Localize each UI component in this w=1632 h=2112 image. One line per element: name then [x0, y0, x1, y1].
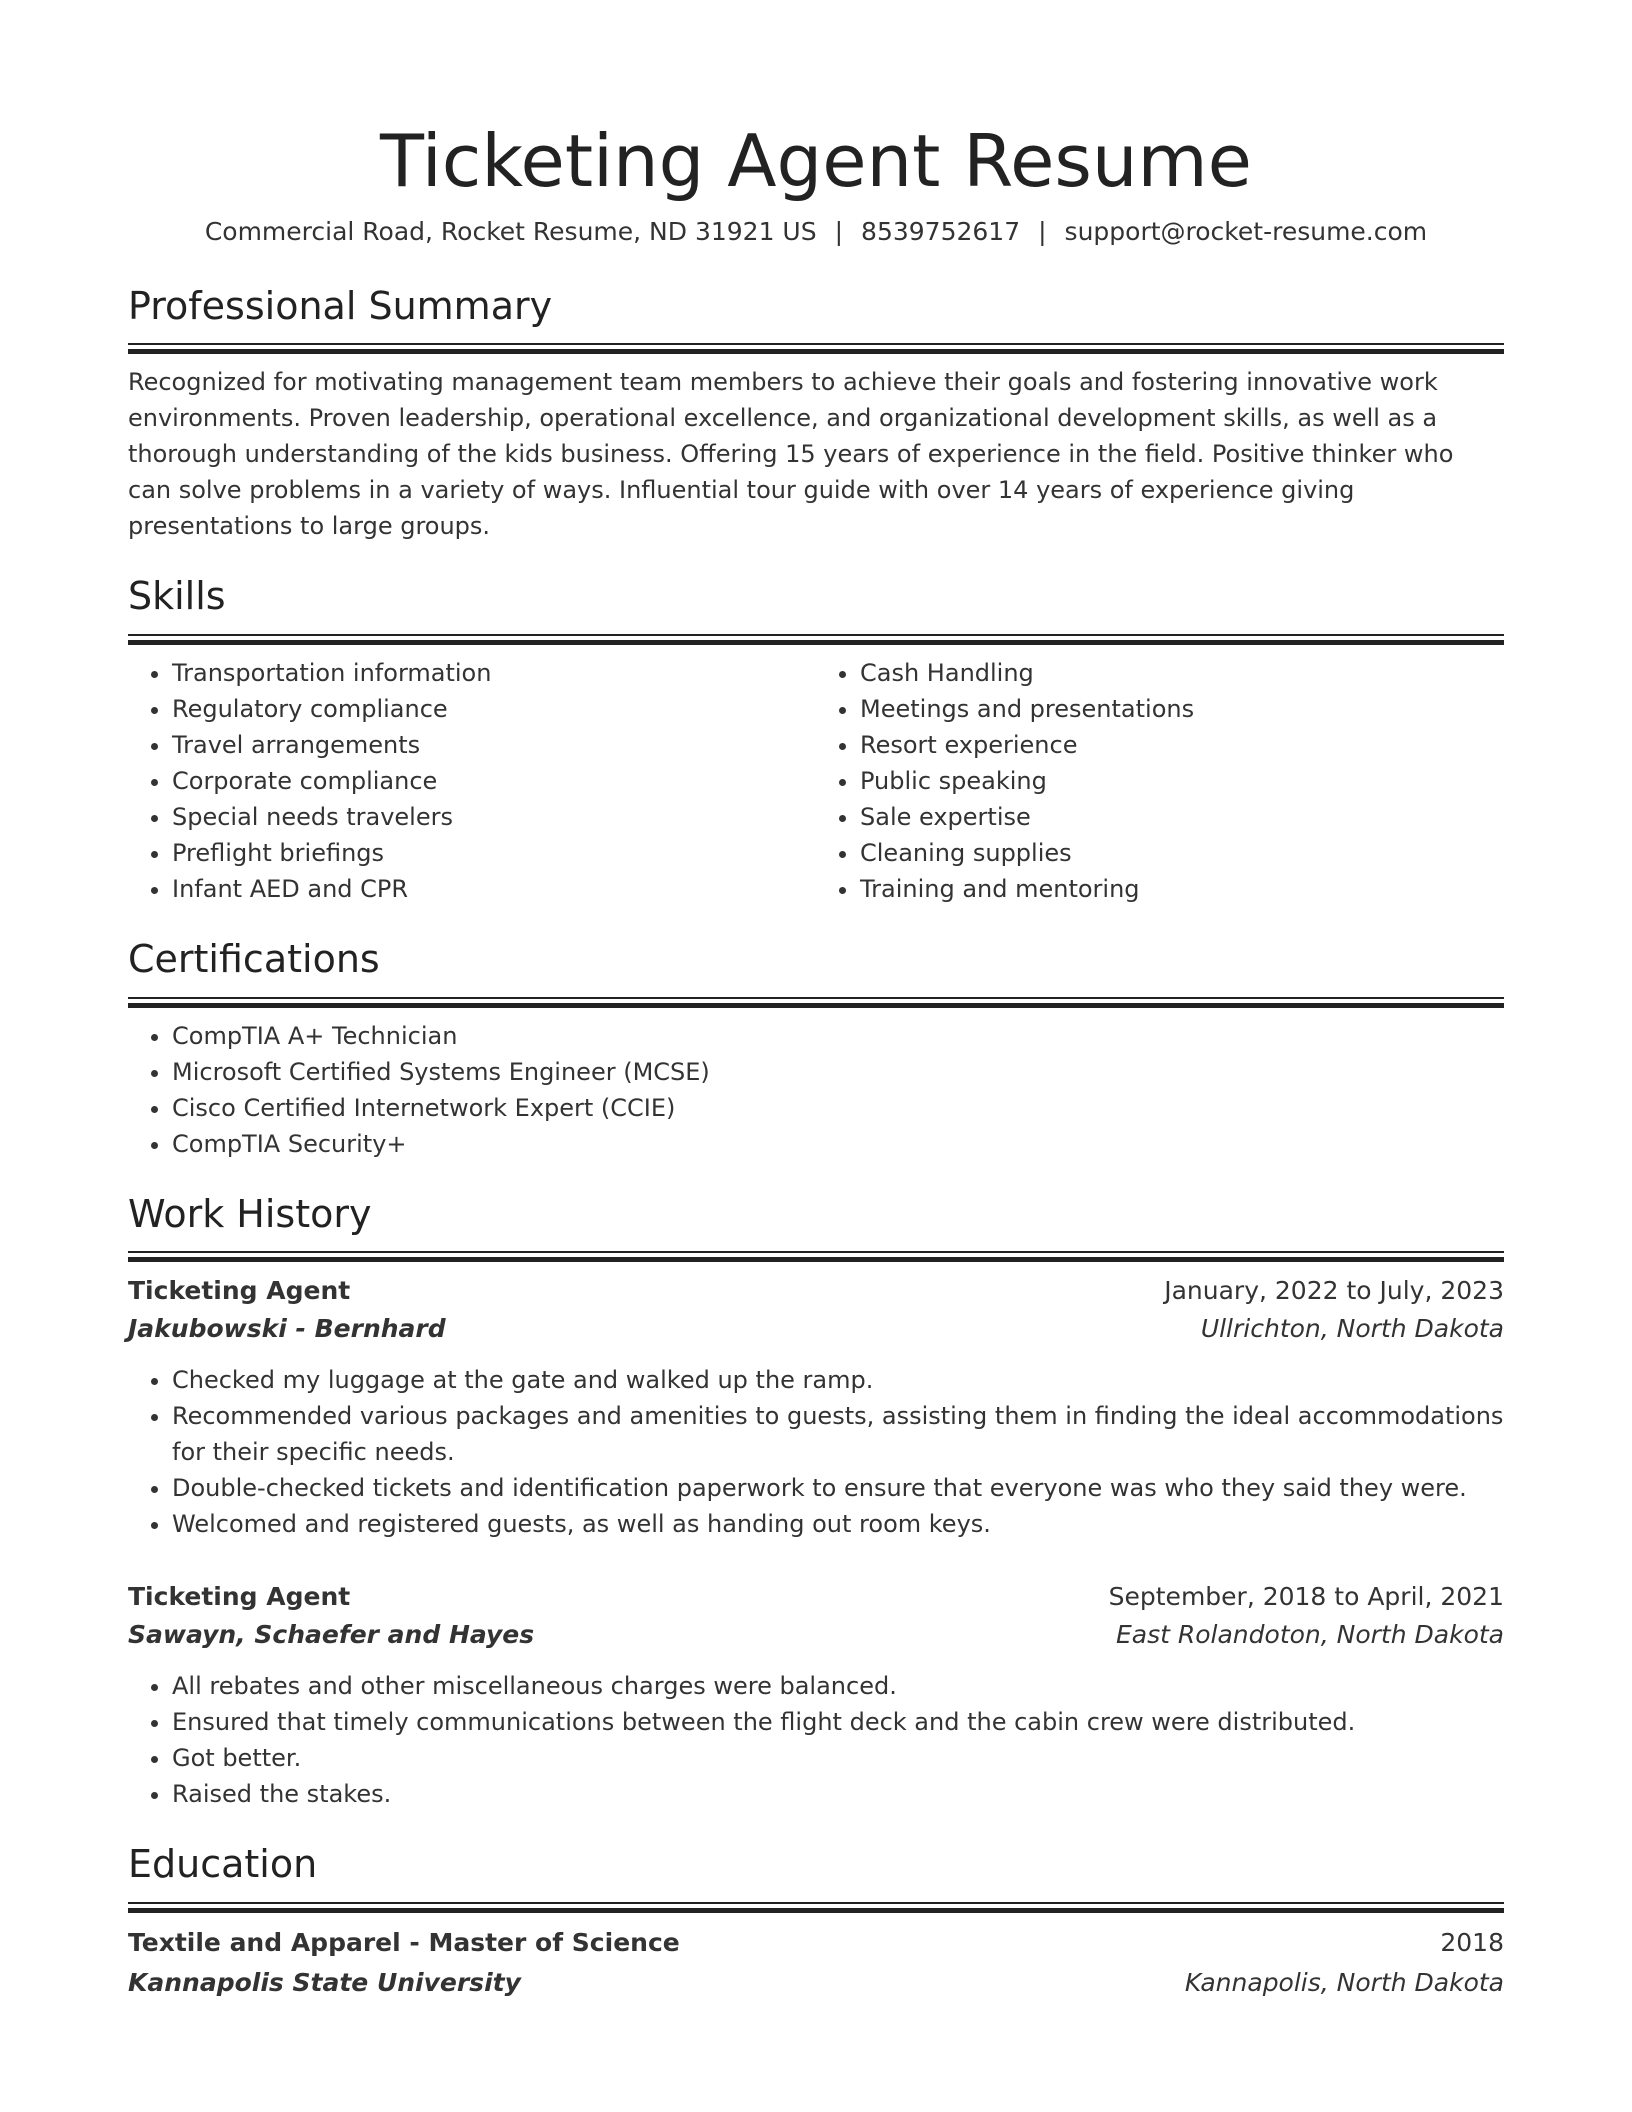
separator: | [834, 216, 844, 246]
education-year: 2018 [1440, 1927, 1504, 1957]
list-item: • Got better. [172, 1740, 1504, 1776]
list-item: • All rebates and other miscellaneous charges were balanced. [172, 1668, 1504, 1704]
phone-text: 8539752617 [861, 216, 1021, 246]
list-item: • CompTIA A+ Technician [172, 1018, 1504, 1054]
resume-page [128, 0, 1504, 2003]
list-item: • Training and mentoring [860, 871, 1504, 907]
job-dates: September, 2018 to April, 2021 [1108, 1582, 1504, 1612]
job-title: Ticketing Agent [128, 1276, 351, 1306]
section-divider [128, 1251, 1504, 1262]
list-item: • Cisco Certified Internetwork Expert (CCIE) [172, 1090, 1504, 1126]
list-item: • Microsoft Certified Systems Engineer (MCSE) [172, 1054, 1504, 1090]
list-item: • Transportation information [172, 655, 816, 691]
job-header [128, 1272, 1504, 1310]
address-text: Commercial Road, Rocket Resume, ND 31921 US [204, 216, 817, 246]
contact-line [128, 217, 1504, 246]
list-item: • Corporate compliance [172, 763, 816, 799]
list-item: • Welcomed and registered guests, as well as handing out room keys. [172, 1506, 1504, 1542]
certifications-section [128, 937, 1504, 1162]
job-title: Ticketing Agent [128, 1582, 351, 1612]
job-company: Jakubowski - Bernhard [128, 1314, 446, 1344]
job-company: Sawayn, Schaefer and Hayes [128, 1620, 535, 1650]
job-entry [128, 1272, 1504, 1542]
section-divider [128, 1902, 1504, 1913]
skills-list-left [128, 655, 816, 907]
job-location: East Rolandoton, North Dakota [1115, 1620, 1504, 1650]
education-school: Kannapolis State University [128, 1967, 521, 1997]
list-item: • Meetings and presentations [860, 691, 1504, 727]
job-bullets [128, 1668, 1504, 1812]
job-bullets [128, 1362, 1504, 1542]
list-item: • Recommended various packages and amenities to guests, assisting them in finding the ideal accommodations for their specific needs. [172, 1398, 1504, 1470]
certifications-list [128, 1018, 1504, 1162]
job-subheader [128, 1616, 1504, 1654]
list-item: • Resort experience [860, 727, 1504, 763]
list-item: • Ensured that timely communications between the flight deck and the cabin crew were distributed. [172, 1704, 1504, 1740]
list-item: • Preflight briefings [172, 835, 816, 871]
list-item: • CompTIA Security+ [172, 1126, 1504, 1162]
education-subheader [128, 1963, 1504, 2003]
education-degree: Textile and Apparel - Master of Science [128, 1927, 680, 1957]
list-item: • Infant AED and CPR [172, 871, 816, 907]
list-item: • Raised the stakes. [172, 1776, 1504, 1812]
education-header [128, 1923, 1504, 1963]
list-item: • Double-checked tickets and identification paperwork to ensure that everyone was who they said they were. [172, 1470, 1504, 1506]
section-heading-skills: Skills [128, 574, 226, 619]
skills-columns [128, 655, 1504, 907]
list-item: • Cash Handling [860, 655, 1504, 691]
list-item: • Public speaking [860, 763, 1504, 799]
list-item: • Checked my luggage at the gate and walked up the ramp. [172, 1362, 1504, 1398]
education-location: Kannapolis, North Dakota [1184, 1967, 1504, 1997]
education-section [128, 1842, 1504, 2003]
work-section [128, 1192, 1504, 1813]
list-item: • Travel arrangements [172, 727, 816, 763]
summary-text: Recognized for motivating management team members to achieve their goals and fostering innovative work environments. Proven leadership, operational excellence, and organizational development skills, as well as a thorough understanding of the kids business. Offering 15 years of experience in the field. Positive thinker who can solve problems in a variety of ways. Influential tour guide with over 14 years of experience giving presentations to large groups. [128, 368, 1454, 541]
summary-section [128, 284, 1504, 545]
section-divider [128, 634, 1504, 645]
section-heading-certifications: Certifications [128, 936, 380, 981]
section-heading-education: Education [128, 1842, 318, 1887]
job-dates: January, 2022 to July, 2023 [1164, 1276, 1504, 1306]
section-divider [128, 343, 1504, 354]
list-item: • Special needs travelers [172, 799, 816, 835]
section-heading-summary: Professional Summary [128, 283, 553, 328]
section-divider [128, 997, 1504, 1008]
resume-title: Ticketing Agent Resume [380, 119, 1252, 203]
job-location: Ullrichton, North Dakota [1200, 1314, 1504, 1344]
job-entry [128, 1578, 1504, 1812]
separator: | [1038, 216, 1047, 246]
list-item: • Sale expertise [860, 799, 1504, 835]
email-link[interactable]: support@rocket-resume.com [1064, 216, 1428, 246]
section-heading-work: Work History [128, 1191, 372, 1236]
job-header [128, 1578, 1504, 1616]
skills-section [128, 574, 1504, 907]
list-item: • Cleaning supplies [860, 835, 1504, 871]
list-item: • Regulatory compliance [172, 691, 816, 727]
job-subheader [128, 1310, 1504, 1348]
skills-list-right [816, 655, 1504, 907]
